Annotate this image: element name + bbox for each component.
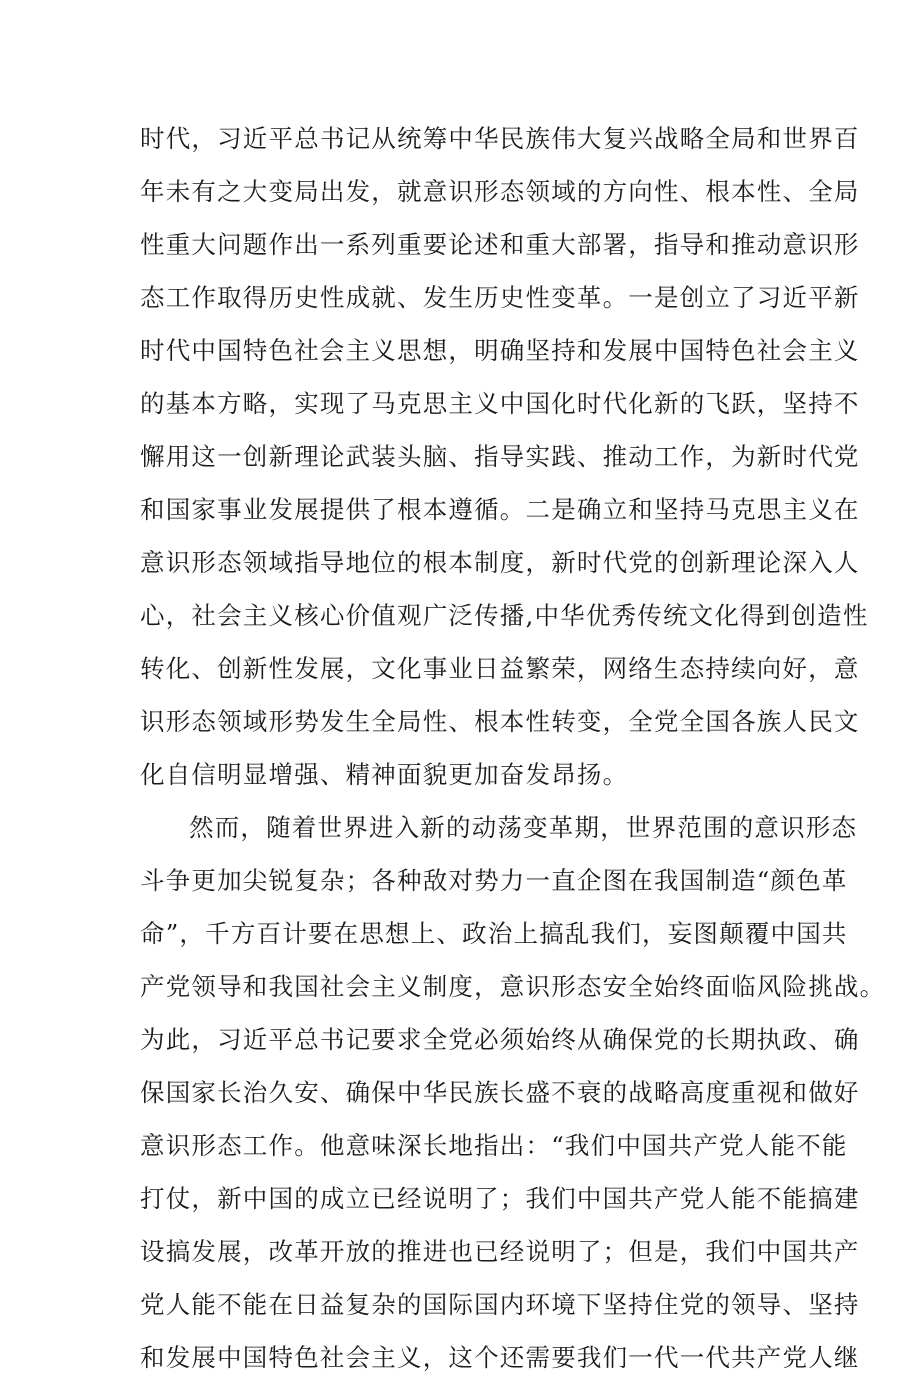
text-line: 年未有之大变局出发，就意识形态领域的方向性、根本性、全局 [140, 177, 860, 206]
text-line: 为此，习近平总书记要求全党必须始终从确保党的长期执政、确 [140, 1025, 860, 1054]
text-line: 的基本方略，实现了马克思主义中国化时代化新的飞跃，坚持不 [140, 389, 860, 418]
text-line: 保国家长治久安、确保中华民族长盛不衰的战略高度重视和做好 [140, 1078, 860, 1107]
text-line: 时代，习近平总书记从统筹中华民族伟大复兴战略全局和世界百 [140, 124, 860, 153]
text-line: 化自信明显增强、精神面貌更加奋发昂扬。 [140, 760, 629, 789]
text-line: 设搞发展，改革开放的推进也已经说明了；但是，我们中国共产 [140, 1237, 860, 1266]
text-line: 党人能不能在日益复杂的国际国内环境下坚持住党的领导、坚持 [140, 1290, 860, 1319]
text-line: 打仗，新中国的成立已经说明了；我们中国共产党人能不能搞建 [140, 1184, 860, 1213]
text-line: 然而，随着世界进入新的动荡变革期，世界范围的意识形态 [189, 813, 858, 842]
text-line: 和国家事业发展提供了根本遵循。二是确立和坚持马克思主义在 [140, 495, 860, 524]
body-text [140, 112, 886, 1384]
text-line: 产党领导和我国社会主义制度，意识形态安全始终面临风险挑战。 [140, 972, 886, 1001]
paragraph-1 [140, 112, 869, 801]
text-line: 命”，千方百计要在思想上、政治上搞乱我们，妄图颠覆中国共 [140, 919, 848, 948]
text-line: 时代中国特色社会主义思想，明确坚持和发展中国特色社会主义 [140, 336, 860, 365]
text-line: 和发展中国特色社会主义，这个还需要我们一代一代共产党人继 [140, 1343, 860, 1372]
text-line: 意识形态领域指导地位的根本制度，新时代党的创新理论深入人 [140, 548, 860, 577]
paragraph-2 [140, 801, 886, 1384]
text-line: 意识形态工作。他意味深长地指出：“我们中国共产党人能不能 [140, 1131, 848, 1160]
text-line: 心，社会主义核心价值观广泛传播,中华优秀传统文化得到创造性 [140, 601, 869, 630]
text-line: 斗争更加尖锐复杂；各种敌对势力一直企图在我国制造“颜色革 [140, 866, 848, 895]
text-line: 识形态领域形势发生全局性、根本性转变，全党全国各族人民文 [140, 707, 860, 736]
text-line: 性重大问题作出一系列重要论述和重大部署，指导和推动意识形 [140, 230, 860, 259]
text-line: 态工作取得历史性成就、发生历史性变革。一是创立了习近平新 [140, 283, 860, 312]
text-line: 转化、创新性发展，文化事业日益繁荣，网络生态持续向好，意 [140, 654, 860, 683]
text-line: 懈用这一创新理论武装头脑、指导实践、推动工作，为新时代党 [140, 442, 860, 471]
